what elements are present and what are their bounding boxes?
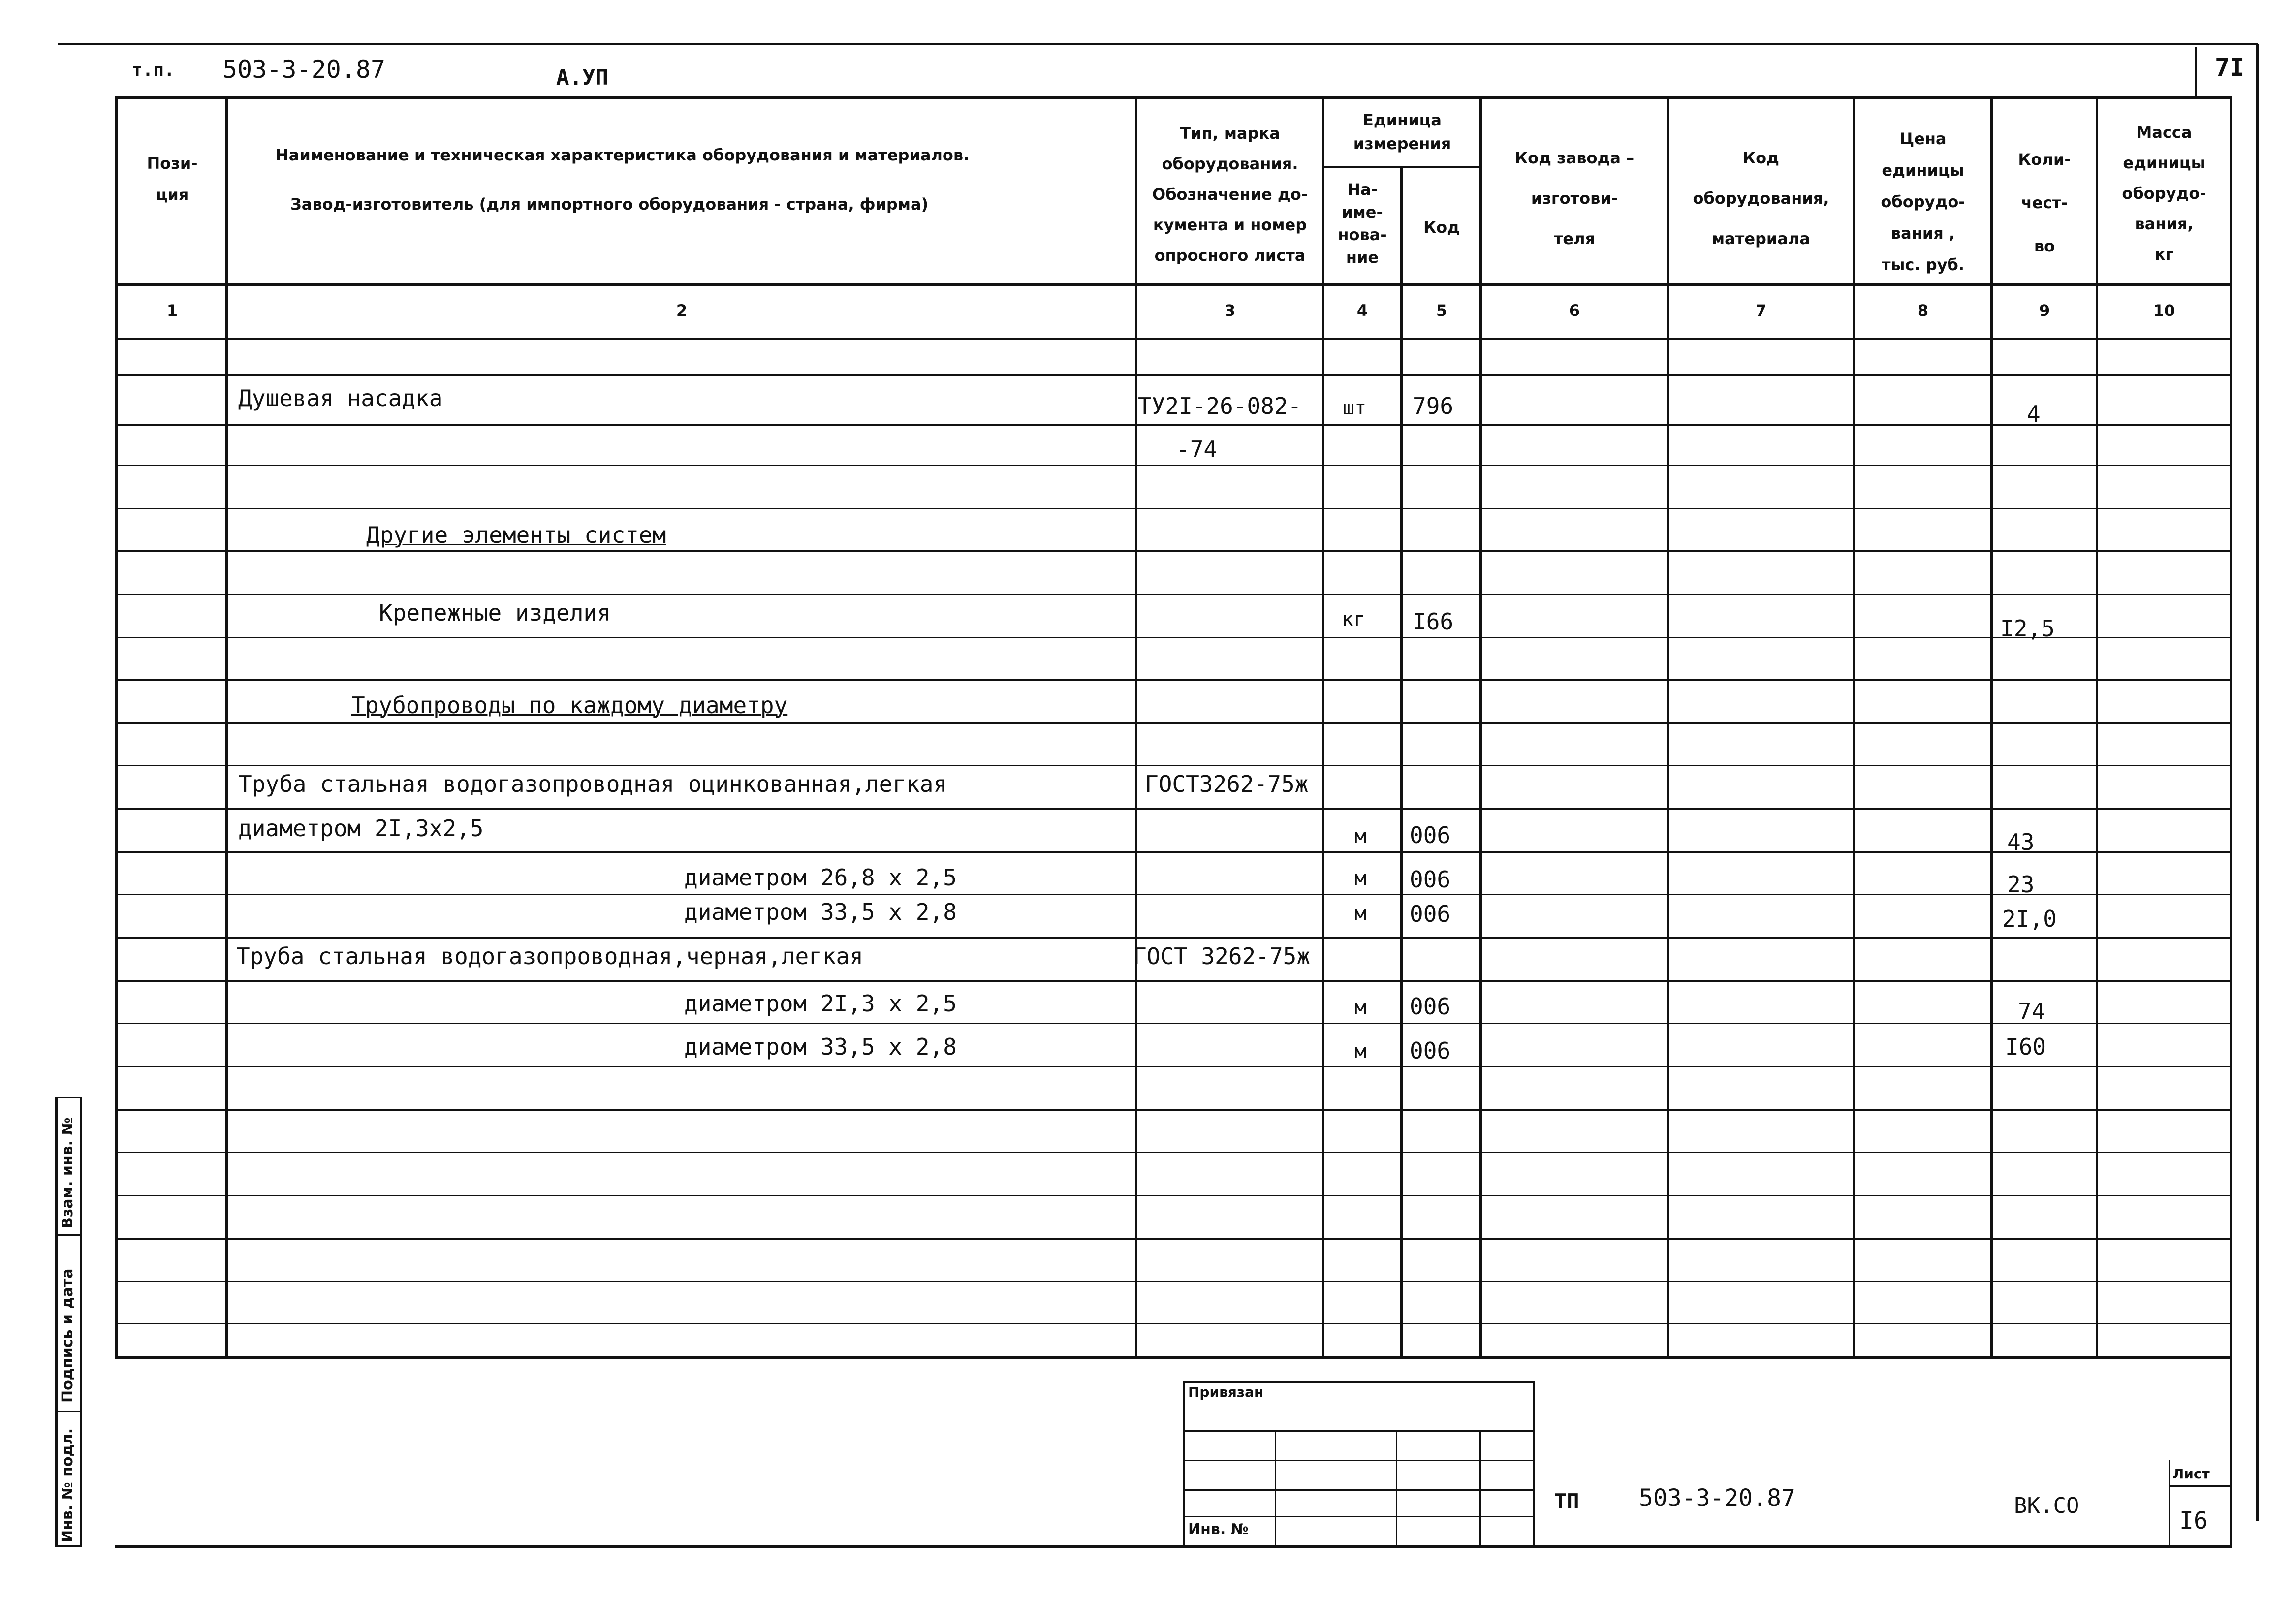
row-qty: 4 — [2027, 401, 2041, 427]
stamp-right-border — [2230, 1356, 2232, 1546]
stamp-tied-label: Привязан — [1188, 1384, 1264, 1400]
row-line — [115, 508, 2232, 509]
row-line — [115, 594, 2232, 595]
row-code: 006 — [1410, 866, 1451, 893]
col-header-equip-code: Код оборудования, материала — [1693, 149, 1829, 248]
row-code: I66 — [1413, 608, 1454, 635]
col-header-type: Тип, марка оборудования. Обозначение до- кумента и номер опросного листа — [1152, 124, 1308, 265]
stamp-col — [1396, 1430, 1397, 1546]
row-name: Крепежные изделия — [379, 599, 611, 626]
row-code: 796 — [1413, 393, 1454, 419]
col-header-price: Цена единицы оборудо- вания , тыс. руб. — [1881, 129, 1965, 274]
row-unit: м — [1354, 903, 1367, 925]
row-line — [115, 980, 2232, 982]
row-name: диаметром 33,5 х 2,8 — [684, 1034, 957, 1060]
col-header-unit-group: Единица измерения — [1353, 111, 1451, 153]
col-header-qty: Коли- чест- во — [2018, 150, 2071, 255]
row-name: Труба стальная водогазопроводная оцинкованная,легкая — [238, 771, 947, 797]
table-bottom-line — [115, 1356, 2232, 1359]
side-strip-bottom — [55, 1545, 82, 1547]
top-border-line — [58, 43, 2258, 45]
col-num-2: 2 — [676, 301, 688, 320]
row-type: ГОСТ 3262-75ж — [1133, 943, 1311, 970]
row-code: 006 — [1410, 822, 1451, 848]
row-code: 006 — [1410, 1037, 1451, 1064]
col-num-7: 7 — [1755, 301, 1767, 320]
row-line — [115, 1152, 2232, 1153]
side-strip-top — [55, 1097, 82, 1098]
row-qty: I60 — [2005, 1034, 2046, 1060]
col-header-factory-code: Код завода – изготови- теля — [1514, 149, 1635, 248]
side-strip-divider — [55, 1234, 82, 1236]
col-header-mass: Масса единицы оборудо- вания, кг — [2122, 123, 2206, 264]
row-qty: 23 — [2007, 871, 2035, 898]
stamp-col — [1479, 1430, 1481, 1546]
row-unit: шт — [1343, 397, 1367, 419]
stamp-doc: ВК.СО — [2014, 1493, 2079, 1518]
row-type: -74 — [1176, 436, 1218, 463]
project-code: 503-3-20.87 — [222, 55, 386, 84]
col-num-10: 10 — [2153, 301, 2175, 320]
row-unit: м — [1354, 1040, 1367, 1063]
table-top-border — [115, 96, 2232, 99]
col-header-name-line1: Наименование и техническая характеристика оборудования и материалов. — [276, 146, 970, 164]
row-code: 006 — [1410, 993, 1451, 1020]
col-header-unit-code: Код — [1423, 218, 1460, 237]
row-unit: кг — [1342, 608, 1366, 631]
stamp-block-top — [1184, 1381, 1534, 1383]
frame-bottom-line — [115, 1545, 2232, 1548]
row-type: ТУ2I-26-082- — [1138, 393, 1302, 419]
stamp-tp: ТП — [1554, 1489, 1579, 1513]
row-qty: 43 — [2007, 829, 2035, 855]
column-number-bottom-line — [115, 338, 2232, 340]
row-name: диаметром 33,5 х 2,8 — [684, 899, 957, 925]
row-name: Душевая насадка — [238, 385, 443, 411]
stamp-block-right — [1533, 1381, 1535, 1546]
side-strip-divider — [55, 1411, 82, 1412]
row-line — [115, 851, 2232, 853]
sheet-box-divider — [2169, 1485, 2231, 1487]
side-strip-left — [55, 1097, 58, 1547]
col-header-unit-name: На- име- нова- ние — [1338, 180, 1387, 267]
col-num-1: 1 — [166, 301, 178, 320]
row-line — [115, 722, 2232, 724]
row-qty: 74 — [2018, 998, 2045, 1025]
side-label-inv-orig: Инв. № подл. — [59, 1428, 76, 1542]
page-number-box-left — [2195, 47, 2197, 97]
stamp-line — [1184, 1460, 1534, 1461]
stamp-col — [1275, 1430, 1276, 1546]
page-number: 7I — [2215, 53, 2245, 82]
col-num-3: 3 — [1224, 301, 1236, 320]
row-name: Другие элементы систем — [366, 522, 666, 548]
row-name: диаметром 2I,3х2,5 — [238, 815, 484, 842]
row-line — [115, 550, 2232, 552]
sheet-label: Лист — [2172, 1466, 2210, 1482]
col-num-4: 4 — [1356, 301, 1368, 320]
row-line — [115, 894, 2232, 895]
row-line — [115, 765, 2232, 766]
row-name: диаметром 2I,3 х 2,5 — [684, 990, 957, 1017]
row-line — [115, 424, 2232, 426]
side-strip-right — [80, 1097, 82, 1547]
row-name: Труба стальная водогазопроводная,черная,легкая — [236, 943, 863, 970]
sheet-box-left — [2169, 1460, 2170, 1546]
row-line — [115, 1109, 2232, 1111]
row-line — [115, 679, 2232, 681]
row-line — [115, 1281, 2232, 1282]
row-unit: м — [1354, 867, 1367, 890]
row-line — [115, 465, 2232, 466]
row-line — [115, 1023, 2232, 1024]
tp-label: т.п. — [132, 60, 175, 80]
row-line — [115, 1195, 2232, 1196]
stamp-inv-label: Инв. № — [1188, 1521, 1249, 1538]
row-name: диаметром 26,8 х 2,5 — [684, 864, 957, 891]
album-label: А.УП — [556, 65, 608, 90]
row-line — [115, 937, 2232, 939]
row-code: 006 — [1410, 901, 1451, 927]
side-label-sign-date: Подпись и дата — [59, 1268, 76, 1403]
stamp-line — [1184, 1430, 1534, 1432]
row-unit: м — [1354, 996, 1367, 1019]
col-num-6: 6 — [1569, 301, 1580, 320]
right-frame-line — [2256, 44, 2259, 1521]
col-num-5: 5 — [1436, 301, 1447, 320]
side-label-vzam: Взам. инв. № — [59, 1117, 76, 1228]
row-line — [115, 1323, 2232, 1324]
stamp-code: 503-3-20.87 — [1639, 1484, 1795, 1512]
row-line — [115, 808, 2232, 810]
row-unit: м — [1354, 825, 1367, 847]
row-line — [115, 1238, 2232, 1240]
col-border-4 — [1400, 167, 1403, 1357]
stamp-line — [1184, 1489, 1534, 1491]
stamp-line — [1184, 1516, 1534, 1517]
col-num-9: 9 — [2039, 301, 2050, 320]
row-line — [115, 1066, 2232, 1067]
row-line — [115, 374, 2232, 376]
header-bottom-line — [115, 283, 2232, 286]
row-qty: 2I,0 — [2002, 906, 2057, 932]
col-header-name-line2: Завод-изготовитель (для импортного оборудования - страна, фирма) — [290, 195, 929, 214]
row-line — [115, 637, 2232, 638]
col-header-position: Пози- ция — [147, 154, 198, 204]
unit-group-divider — [1322, 166, 1480, 168]
sheet-number: I6 — [2179, 1507, 2208, 1535]
row-name: Трубопроводы по каждому диаметру — [351, 692, 788, 719]
row-type: ГОСТ3262-75ж — [1145, 771, 1309, 797]
row-qty: I2,5 — [2000, 615, 2055, 642]
col-num-8: 8 — [1917, 301, 1929, 320]
stamp-block-left — [1183, 1381, 1185, 1546]
